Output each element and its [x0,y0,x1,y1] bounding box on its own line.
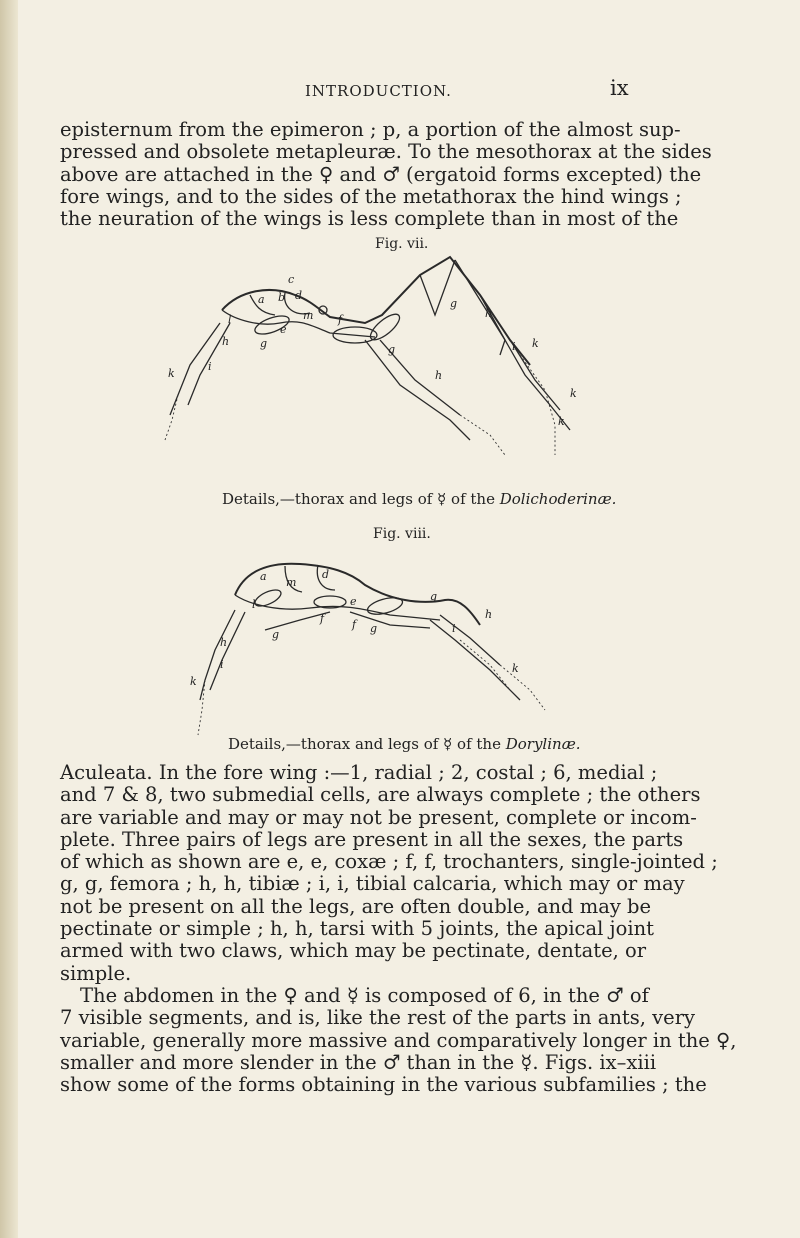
fig7-letter-g2: g [260,337,268,350]
figure-7-caption-text: Details,—thorax and legs of ☿ of the [222,490,500,508]
fig7-letter-i2: i [512,340,516,353]
fig8-letter-m: m [286,576,297,589]
text-line: plete. Three pairs of legs are present in all the sexes, the parts [60,827,684,851]
fig7-letter-k2: k [532,337,539,350]
text-line: pressed and obsolete metapleuræ. To the mesothorax at the sides [60,140,712,164]
front-tarsus [165,395,178,440]
figure-7-caption-taxon: Dolichoderinæ. [499,490,617,508]
figure-7-drawing [160,255,620,485]
text-line: episternum from the epimeron ; p, a portion of the almost sup- [60,118,681,141]
fig7-letter-l: l [228,313,232,326]
text-line: Aculeata. In the fore wing :—1, radial ; 2, costal ; 6, medial ; [60,761,658,784]
hind-leg-tibia [440,615,500,665]
paragraph-2 [60,762,756,1096]
fig8-letter-k2: k [512,662,519,675]
front-leg [170,323,220,415]
hind-leg-shaft [480,295,505,340]
text-line: not be present on all the legs, are often double, and may be [60,894,652,918]
fig7-letter-c: c [288,273,295,286]
mid-leg [365,340,470,440]
text-line: The abdomen in the ♀ and ☿ is composed of 6, in the ♂ of [80,983,649,1007]
text-line: fore wings, and to the sides of the metathorax the hind wings ; [60,184,682,208]
fig7-letter-k3: k [570,387,577,400]
mid-tarsus [460,415,505,455]
thorax-outline [235,564,480,625]
front-leg [200,610,235,700]
text-line: of which as shown are e, e, coxæ ; f, f, trochanters, single-jointed ; [60,850,718,874]
fig7-letter-m: m [303,309,314,322]
front-tarsus [198,680,205,735]
figure-8-drawing [190,550,590,740]
text-line: are variable and may or may not be present, complete or incom- [60,805,697,829]
fig8-letter-f: f [320,612,325,625]
figure-8-caption [228,735,581,753]
fig7-letter-f: f [338,313,343,326]
page-gutter-shadow [0,0,18,1238]
fig7-letter-k: k [168,367,175,380]
fig8-letter-f2: f [352,618,357,631]
fig8-letter-i2: i [452,622,456,635]
fig8-letter-g2: g [370,622,378,635]
figure-8-caption-taxon: Dorylinæ. [505,735,581,753]
text-line: g, g, femora ; h, h, tibiæ ; i, i, tibial calcaria, which may or may [60,872,685,896]
fig8-letter-k: k [190,675,197,688]
fig8-letter-g: g [430,590,438,603]
text-line: 7 visible segments, and is, like the rest of the parts in ants, very [60,1006,696,1030]
figure-8-label: Fig. viii. [373,526,431,542]
fig8-letter-h: h [220,636,228,649]
running-head-title: INTRODUCTION. [305,82,452,100]
text-line: armed with two claws, which may be pectinate, dentate, or [60,939,647,963]
text-line: smaller and more slender in the ♂ than in the ☿. Figs. ix–xiii [60,1050,657,1074]
fig8-letter-h2: h [485,608,493,621]
fig8-letter-g3: g [272,628,280,641]
fig7-letter-h: h [222,335,230,348]
fig8-letter-e: e [350,595,357,608]
figure-7-caption [222,490,616,508]
page-number: ix [610,76,629,100]
fig8-letter-d: d [322,568,330,581]
text-line: show some of the forms obtaining in the various subfamilies ; the [60,1073,707,1097]
fig8-letter-i: i [220,658,224,671]
fig8-letter-l: l [252,598,256,611]
fig7-letter-k4: k [558,415,565,428]
hind-leg [430,620,520,700]
coxa-front [253,587,283,610]
text-line: and 7 & 8, two submedial cells, are always complete ; the others [60,783,701,807]
fig7-letter-e: e [280,323,287,336]
fig7-letter-a: a [258,293,265,306]
fig7-letter-g: g [450,297,458,310]
running-head [0,76,800,104]
text-line: pectinate or simple ; h, h, tarsi with 5 joints, the apical joint [60,917,654,941]
paragraph-1 [60,119,756,230]
fig7-letter-i: i [208,360,212,373]
fig7-letter-b: b [278,291,286,304]
figure-7-label: Fig. vii. [375,236,429,252]
text-line: simple. [60,961,132,985]
fig7-letter-d: d [295,289,303,302]
text-line: above are attached in the ♀ and ♂ (ergatoid forms excepted) the [60,162,702,186]
text-line: variable, generally more massive and comparatively longer in the ♀, [60,1028,737,1052]
hind-tarsus [520,355,555,455]
fig7-letter-g3: g [388,343,396,356]
text-line: the neuration of the wings is less complete than in most of the [60,207,679,231]
figure-8-caption-text: Details,—thorax and legs of ☿ of the [228,735,506,753]
fig7-letter-h2: h [485,307,493,320]
fig7-letter-h3: h [435,369,443,382]
coxa-hind [367,310,404,344]
thorax-outline [222,257,530,365]
fig8-letter-a: a [260,570,267,583]
